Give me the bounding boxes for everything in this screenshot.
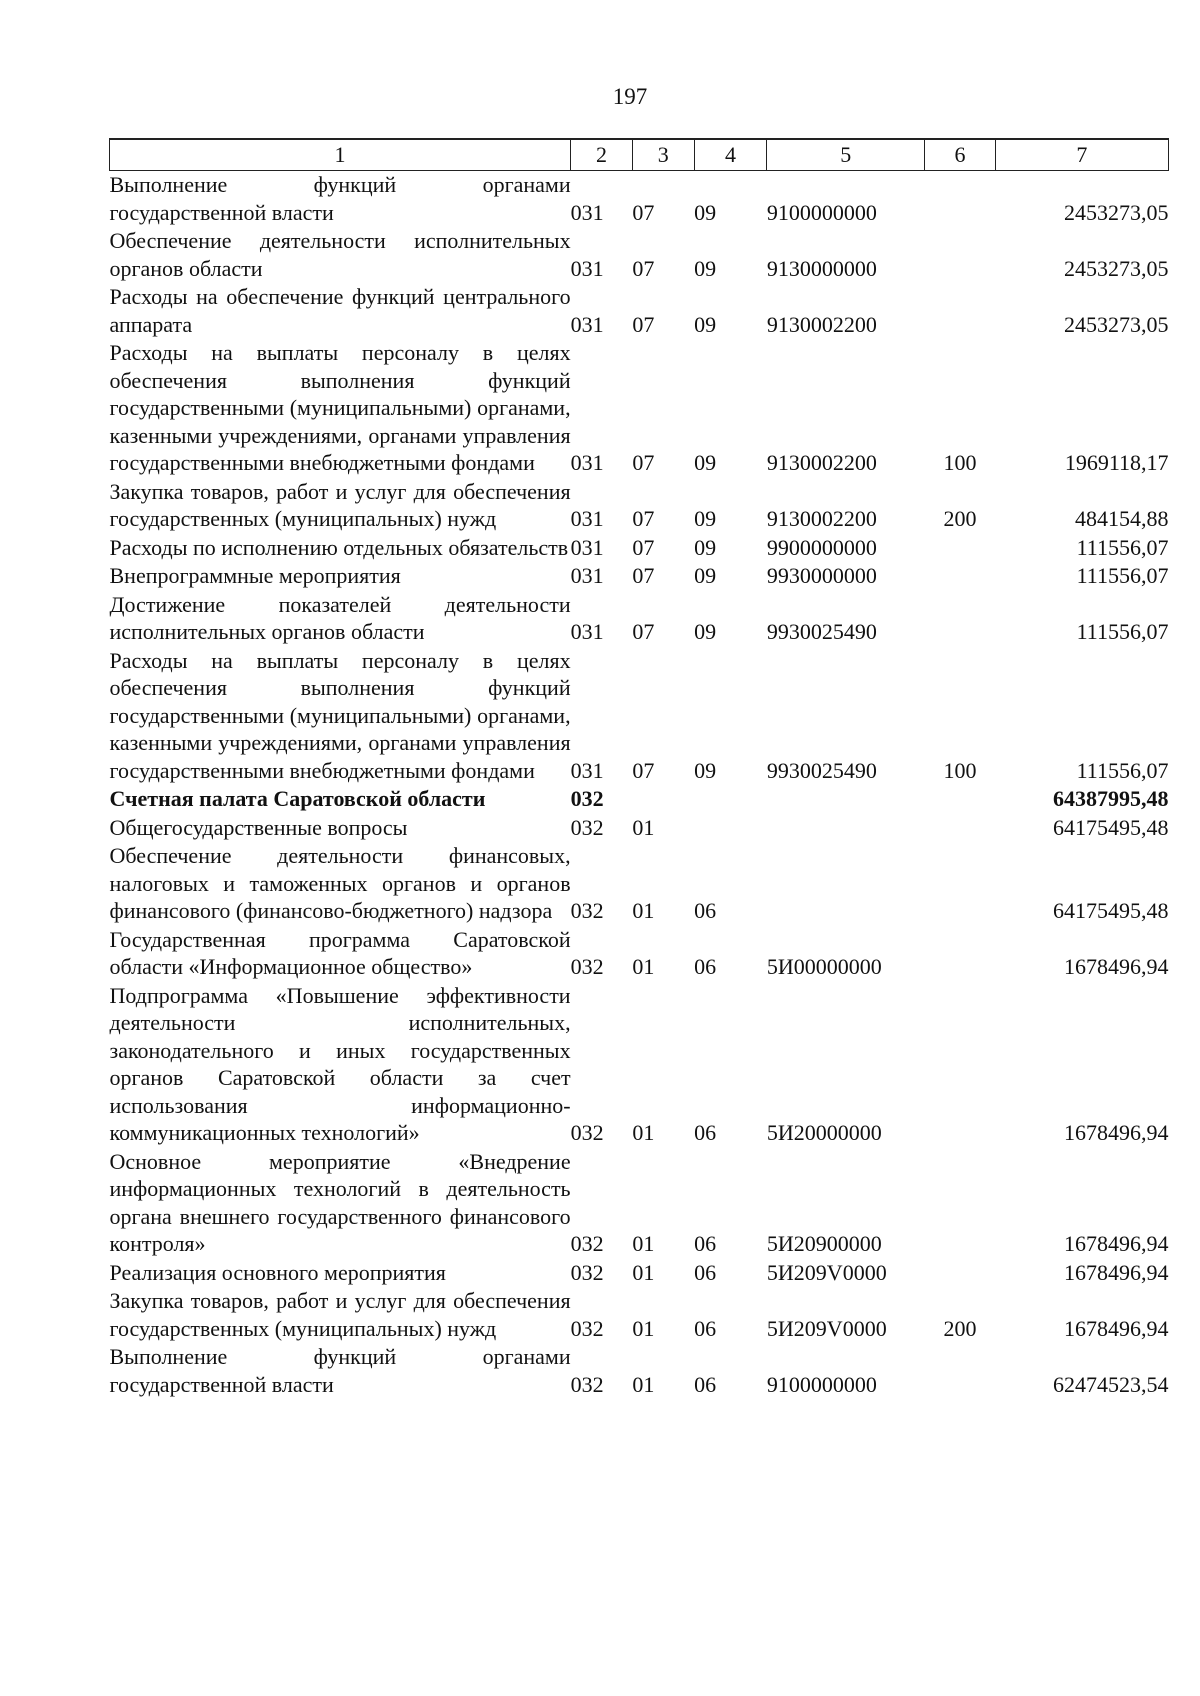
row-code-2: 032 [570, 1259, 604, 1285]
row-description: Расходы на обеспечение функций центрального аппарата [109, 284, 571, 337]
table-row [110, 1148, 1169, 1259]
row-amount: 2453273,05 [1064, 199, 1169, 225]
row-code-5: 5И209V0000 [766, 1315, 887, 1341]
column-header-row [110, 139, 1169, 171]
column-header-2: 2 [571, 139, 633, 171]
row-code-2: 032 [570, 898, 604, 923]
row-code-4: 09 [694, 450, 717, 475]
row-description: Закупка товаров, работ и услуг для обеспечения государственных (муниципальных) нужд [109, 478, 571, 531]
row-description: Расходы на выплаты персоналу в целях обеспечения выполнения функций государственными (муниципальными) органами, казенными учреждениями, органами управления государственными внебюджетными фондами [109, 340, 571, 475]
row-description: Счетная палата Саратовской области [109, 786, 486, 811]
row-code-3: 01 [632, 954, 655, 979]
row-code-3: 07 [632, 757, 655, 783]
row-description: Государственная программа Саратовской области «Информационное общество» [109, 926, 571, 979]
table-row [110, 842, 1169, 926]
row-amount: 111556,07 [1076, 534, 1169, 560]
row-code-3: 07 [632, 199, 655, 225]
row-code-6: 100 [943, 757, 977, 783]
row-code-6: 100 [943, 450, 977, 475]
row-code-2: 031 [570, 255, 604, 281]
row-code-5: 9130002200 [766, 506, 877, 531]
row-code-3: 07 [632, 619, 655, 644]
row-code-5: 9130002200 [766, 311, 877, 337]
row-code-4: 09 [694, 199, 717, 225]
row-code-3: 01 [632, 814, 655, 840]
row-code-4: 06 [694, 1315, 717, 1341]
column-header-3: 3 [632, 139, 694, 171]
row-code-3 [632, 785, 694, 814]
row-code-4: 09 [694, 506, 717, 531]
row-code-2: 032 [570, 786, 604, 811]
row-code-2: 031 [570, 534, 604, 560]
row-code-4: 09 [694, 619, 717, 644]
row-description: Выполнение функций органами государственной власти [109, 172, 571, 225]
table-row [110, 814, 1169, 843]
row-amount: 111556,07 [1076, 757, 1169, 783]
row-code-6: 200 [943, 506, 977, 531]
row-code-5: 5И20900000 [766, 1231, 882, 1256]
row-description: Внепрограммные мероприятия [109, 563, 401, 588]
row-code-4 [694, 814, 767, 843]
row-code-4: 06 [694, 1371, 717, 1397]
row-code-4: 06 [694, 954, 717, 979]
row-code-3: 07 [632, 563, 655, 588]
row-amount: 64175495,48 [1053, 814, 1169, 840]
row-amount: 484154,88 [1075, 506, 1169, 531]
row-code-6 [925, 171, 996, 228]
row-description: Закупка товаров, работ и услуг для обеспечения государственных (муниципальных) нужд [109, 1288, 571, 1341]
table-row [110, 647, 1169, 786]
row-code-6 [925, 534, 996, 563]
row-description: Обеспечение деятельности финансовых, налоговых и таможенных органов и органов финансового (финансово-бюджетного) надзора [109, 843, 571, 923]
row-code-5: 9100000000 [766, 1371, 877, 1397]
row-code-6 [925, 785, 996, 814]
row-code-5: 9130000000 [766, 255, 877, 281]
row-description: Общегосударственные вопросы [109, 814, 408, 840]
row-code-3: 01 [632, 898, 655, 923]
row-code-6 [925, 982, 996, 1148]
row-description: Расходы по исполнению отдельных обязательств [109, 534, 569, 560]
row-code-3: 01 [632, 1120, 655, 1145]
column-header-6: 6 [925, 139, 996, 171]
row-code-5 [767, 842, 925, 926]
row-code-2: 031 [570, 757, 604, 783]
row-amount: 1969118,17 [1064, 450, 1169, 475]
row-code-6 [925, 562, 996, 591]
row-code-5: 5И20000000 [766, 1120, 882, 1145]
row-code-5: 9900000000 [766, 534, 877, 560]
row-code-5: 9100000000 [766, 199, 877, 225]
row-code-4 [694, 785, 767, 814]
row-amount: 2453273,05 [1064, 255, 1169, 281]
row-code-2: 031 [570, 311, 604, 337]
table-row [110, 926, 1169, 982]
row-code-2: 031 [570, 563, 604, 588]
row-code-3: 01 [632, 1315, 655, 1341]
row-description: Расходы на выплаты персоналу в целях обеспечения выполнения функций государственными (муниципальными) органами, казенными учреждениями, органами управления государственными внебюджетными фондами [109, 647, 571, 783]
row-code-5: 9930000000 [766, 563, 877, 588]
table-row [110, 1259, 1169, 1288]
row-code-5: 9930025490 [766, 619, 877, 644]
row-code-2: 032 [570, 814, 604, 840]
column-header-7: 7 [995, 139, 1168, 171]
budget-table [109, 138, 1169, 1399]
table-row [110, 534, 1169, 563]
row-code-2: 031 [570, 199, 604, 225]
row-code-3: 07 [632, 450, 655, 475]
row-code-5: 9930025490 [766, 757, 877, 783]
row-code-3: 07 [632, 311, 655, 337]
row-code-5: 5И209V0000 [766, 1259, 887, 1285]
row-code-2: 032 [570, 1371, 604, 1397]
table-body [110, 171, 1169, 1400]
row-description: Подпрограмма «Повышение эффективности деятельности исполнительных, законодательного и иных государственных органов Саратовской области за счет использования информационно-коммуникационных технологий» [109, 982, 571, 1145]
row-code-4: 09 [694, 311, 717, 337]
row-description: Обеспечение деятельности исполнительных органов области [109, 228, 571, 281]
column-header-4: 4 [694, 139, 767, 171]
table-row [110, 982, 1169, 1148]
row-code-3: 01 [632, 1231, 655, 1256]
row-code-2: 032 [570, 1231, 604, 1256]
row-code-4: 06 [694, 1259, 717, 1285]
row-code-4: 06 [694, 1231, 717, 1256]
row-code-3: 01 [632, 1259, 655, 1285]
table-row [110, 171, 1169, 228]
row-amount: 64175495,48 [1053, 898, 1169, 923]
row-code-4: 06 [694, 1120, 717, 1145]
row-amount: 1678496,94 [1064, 954, 1169, 979]
row-code-3: 07 [632, 506, 655, 531]
row-amount: 1678496,94 [1064, 1120, 1169, 1145]
row-code-6: 200 [943, 1315, 977, 1341]
row-code-6 [925, 591, 996, 647]
row-code-6 [925, 1343, 996, 1399]
table-row [110, 562, 1169, 591]
row-description: Основное мероприятие «Внедрение информационных технологий в деятельность органа внешнего государственного финансового контроля» [109, 1148, 571, 1256]
row-code-5 [767, 814, 925, 843]
row-description: Реализация основного мероприятия [109, 1259, 446, 1285]
row-code-6 [925, 227, 996, 283]
row-code-6 [925, 1148, 996, 1259]
page-number: 197 [612, 84, 648, 109]
row-code-2: 031 [570, 619, 604, 644]
row-amount: 2453273,05 [1064, 311, 1169, 337]
row-code-4: 09 [694, 255, 717, 281]
row-code-2: 032 [570, 1315, 604, 1341]
row-amount: 1678496,94 [1064, 1315, 1169, 1341]
table-row [110, 1287, 1169, 1343]
table-row [110, 339, 1169, 478]
row-code-2: 031 [570, 450, 604, 475]
table-row [110, 1343, 1169, 1399]
row-description: Выполнение функций органами государственной власти [109, 1344, 571, 1397]
row-amount: 111556,07 [1076, 619, 1169, 644]
row-code-4: 09 [694, 757, 717, 783]
row-code-6 [925, 926, 996, 982]
row-code-2: 032 [570, 1120, 604, 1145]
column-header-1: 1 [110, 139, 571, 171]
table-row [110, 283, 1169, 339]
row-code-5: 9130002200 [766, 450, 877, 475]
row-amount: 62474523,54 [1053, 1371, 1169, 1397]
row-amount: 111556,07 [1076, 563, 1169, 588]
table-row [110, 227, 1169, 283]
row-code-3: 07 [632, 534, 655, 560]
row-code-6 [925, 283, 996, 339]
table-row [110, 591, 1169, 647]
row-code-5 [767, 785, 925, 814]
row-amount: 1678496,94 [1064, 1231, 1169, 1256]
row-amount: 64387995,48 [1053, 786, 1169, 811]
row-code-6 [925, 814, 996, 843]
row-code-6 [925, 842, 996, 926]
row-code-3: 01 [632, 1371, 655, 1397]
row-code-3: 07 [632, 255, 655, 281]
column-header-5: 5 [767, 139, 925, 171]
table-row [110, 785, 1169, 814]
row-code-4: 09 [694, 563, 717, 588]
row-amount: 1678496,94 [1064, 1259, 1169, 1285]
row-description: Достижение показателей деятельности исполнительных органов области [109, 591, 571, 644]
row-code-6 [925, 1259, 996, 1288]
row-code-2: 031 [570, 506, 604, 531]
table-row [110, 478, 1169, 534]
row-code-4: 06 [694, 898, 717, 923]
row-code-5: 5И00000000 [766, 954, 882, 979]
row-code-4: 09 [694, 534, 717, 560]
row-code-2: 032 [570, 954, 604, 979]
